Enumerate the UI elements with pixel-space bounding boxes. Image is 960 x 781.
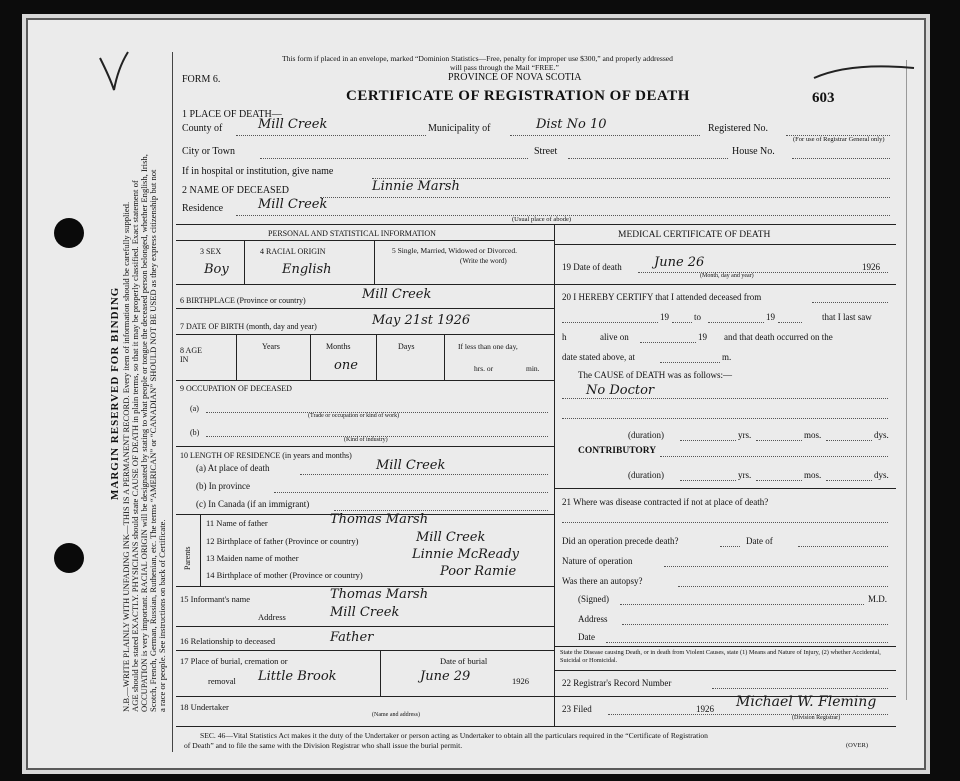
yrs-1: yrs. [738, 430, 752, 440]
cause-line-1 [562, 398, 888, 399]
less-than-day: If less than one day, [458, 342, 518, 351]
hrs-label: hrs. or [474, 364, 494, 373]
q21-line [562, 522, 888, 523]
date-of-label: Date of [746, 536, 773, 546]
medical-rule-3 [554, 646, 896, 647]
name-value: Linnie Marsh [372, 179, 460, 194]
residence-a-line [300, 474, 548, 475]
informant-address-value: Mill Creek [330, 605, 400, 620]
margin-instruction-1: N.B.—WRITE PLAINLY WITH UNFADING INK—THIS IS A PERMANENT RECORD. Every item of information should be carefully supplied. [121, 201, 131, 712]
occupation-b-note: (Kind of industry) [344, 437, 388, 443]
residence-b-label: (b) In province [196, 481, 250, 491]
duration-1: (duration) [628, 430, 664, 440]
residence-a-label: (a) At place of death [196, 463, 270, 473]
certificate-number: 603 [812, 90, 835, 106]
mother-value: Linnie McReady [412, 547, 520, 562]
mother-birthplace-label: 14 Birthplace of mother (Province or country) [206, 570, 363, 580]
punch-hole-top [54, 218, 84, 248]
autopsy-label: Was there an autopsy? [562, 576, 643, 586]
date-stated: date stated above, at [562, 352, 635, 362]
years-label: Years [262, 342, 280, 351]
occupation-a: (a) [190, 404, 199, 413]
table-bottom-rule [176, 726, 896, 727]
municipality-value: Dist No 10 [536, 117, 607, 132]
parents-divider [200, 514, 201, 586]
age-div-2 [310, 334, 311, 380]
mos-2: mos. [804, 470, 822, 480]
parents-label: Parents [183, 546, 192, 570]
city-line [260, 158, 528, 159]
autopsy-line [678, 586, 888, 587]
relationship-value: Father [330, 630, 374, 645]
burial-label: 17 Place of burial, cremation or [180, 656, 288, 666]
burial-removal-label: removal [208, 676, 236, 686]
violent-note: State the Disease causing Death, or in death from Violent Causes, state (1) Means and Nature of Injury, (2) whether Accidental, Suicidal or Homicidal. [560, 649, 881, 664]
months-value: one [334, 358, 358, 373]
certify-line [812, 302, 888, 303]
sex-value: Boy [204, 262, 229, 277]
death-date-year: 1926 [862, 262, 880, 272]
municipality-label: Municipality of [428, 123, 491, 134]
alive-year: 19 [698, 332, 707, 342]
cause-line-2 [562, 418, 888, 419]
burial-year: 1926 [512, 676, 529, 686]
pencil-stroke-right [810, 56, 920, 86]
sex-label: 3 SEX [200, 247, 222, 256]
duration-2-mos-line [756, 480, 802, 481]
table-top-rule [176, 224, 896, 225]
dys-2: dys. [874, 470, 889, 480]
marital-label: 5 Single, Married, Widowed or Divorced. [392, 246, 517, 255]
to-year: 19 [766, 312, 775, 322]
race-divider [374, 240, 375, 284]
age-div-3 [376, 334, 377, 380]
marital-note: (Write the word) [460, 257, 507, 265]
footer-line-2: of Death” and to file the same with the Division Registrar who shall issue the burial permit. [184, 741, 463, 750]
form-left-rule [172, 52, 173, 752]
from-year: 19 [660, 312, 669, 322]
dys-1: dys. [874, 430, 889, 440]
alive-line [640, 342, 696, 343]
dob-value: May 21st 1926 [372, 313, 471, 328]
race-value: English [282, 262, 332, 277]
registered-label: Registered No. [708, 123, 768, 134]
to-year-line [778, 322, 802, 323]
county-label: County of [182, 123, 223, 134]
nature-line [664, 566, 888, 567]
row-rule-9 [176, 650, 554, 651]
m-label: m. [722, 352, 732, 362]
nature-label: Nature of operation [562, 556, 633, 566]
days-label: Days [398, 342, 415, 351]
header-notice-2: will pass through the Mail “FREE.” [450, 63, 559, 72]
from-line [562, 322, 658, 323]
operation-label: Did an operation precede death? [562, 536, 679, 546]
date-of-line [798, 546, 888, 547]
undertaker-note: (Name and address) [372, 712, 420, 718]
residence-length-label: 10 LENGTH OF RESIDENCE (in years and months) [180, 451, 352, 460]
burial-value: Little Brook [258, 669, 337, 684]
father-value: Thomas Marsh [330, 512, 429, 527]
age-label: 8 AGE IN [180, 346, 202, 364]
med-address-label: Address [578, 614, 608, 624]
signed-label: (Signed) [578, 594, 609, 604]
birthplace-label: 6 BIRTHPLACE (Province or country) [180, 296, 306, 305]
father-birthplace-label: 12 Birthplace of father (Province or country) [206, 536, 359, 546]
operation-line [720, 546, 740, 547]
table-mid-rule [554, 224, 555, 726]
age-div-1 [236, 334, 237, 380]
mos-1: mos. [804, 430, 822, 440]
form-number: FORM 6. [182, 74, 221, 85]
medical-header: MEDICAL CERTIFICATE OF DEATH [618, 230, 771, 240]
q23-line [608, 714, 888, 715]
alive-on: alive on [600, 332, 629, 342]
margin-reserved: MARGIN RESERVED FOR BINDING [109, 286, 121, 500]
hospital-label: If in hospital or institution, give name [182, 166, 334, 177]
municipality-line [510, 135, 700, 136]
from-year-line [672, 322, 692, 323]
residence-b-line [274, 492, 548, 493]
md-label: M.D. [868, 594, 888, 604]
race-label: 4 RACIAL ORIGIN [260, 247, 326, 256]
medical-rule-4 [554, 670, 896, 671]
q23-label: 23 Filed [562, 704, 592, 714]
mother-birthplace-value: Poor Ramie [440, 564, 517, 579]
row-rule-10 [176, 696, 554, 697]
undertaker-label: 18 Undertaker [180, 702, 229, 712]
q22-line [712, 688, 888, 689]
duration-1-yrs-line [680, 440, 736, 441]
occupation-label: 9 OCCUPATION OF DECEASED [180, 384, 292, 393]
filed-year: 1926 [696, 704, 714, 714]
death-date-label: 19 Date of death [562, 262, 622, 272]
filed-value: Michael W. Fleming [736, 694, 877, 710]
contributory-line [660, 456, 888, 457]
yrs-2: yrs. [738, 470, 752, 480]
form-right-rule [906, 60, 907, 700]
informant-value: Thomas Marsh [330, 587, 429, 602]
age-div-4 [444, 334, 445, 380]
margin-instruction-5: a race or people. See instructions on back of Certificate. [157, 519, 167, 712]
name-label: 2 NAME OF DECEASED [182, 185, 289, 196]
duration-2-dys-line [826, 480, 872, 481]
occupation-b: (b) [190, 428, 200, 437]
h-label: h [562, 332, 567, 342]
house-line [792, 158, 890, 159]
med-date-line [606, 642, 888, 643]
father-label: 11 Name of father [206, 518, 268, 528]
death-occurred: and that death occurred on the [724, 332, 833, 342]
medical-header-rule [554, 244, 896, 245]
margin-instruction-4: Scotch, French, German, Russian, Ruthenian, etc. The terms “AMERICAN” or “CANADIAN” SHOULD NOT BE USED as they express citizenship but not [148, 169, 158, 712]
relationship-label: 16 Relationship to deceased [180, 636, 276, 646]
duration-2: (duration) [628, 470, 664, 480]
min-label: min. [526, 364, 540, 373]
province: PROVINCE OF NOVA SCOTIA [448, 72, 582, 83]
occupation-a-note: (Trade or occupation or kind of work) [308, 413, 400, 419]
months-label: Months [326, 342, 351, 351]
residence-value: Mill Creek [258, 197, 328, 212]
med-date-label: Date [578, 632, 595, 642]
place-section: 1 PLACE OF DEATH— [182, 109, 282, 120]
county-line [236, 135, 426, 136]
residence-c-line [334, 510, 548, 511]
street-label: Street [534, 146, 558, 157]
death-date-value: June 26 [654, 255, 705, 270]
sex-divider [244, 240, 245, 284]
margin-instruction-3: OCCUPATION is very important. RACIAL ORIGIN will be designated by stating to what people or tongue the deceased person belonged, whether English, Irish, [139, 154, 149, 712]
certify-text: 20 I HEREBY CERTIFY that I attended deceased from [562, 292, 762, 302]
dob-label: 7 DATE OF BIRTH (month, day and year) [180, 322, 317, 331]
street-line [568, 158, 728, 159]
margin-instruction-2: AGE should be stated EXACTLY. PHYSICIANS should state CAUSE OF DEATH in plain terms, so that it may be properly classified. Exact statement of [130, 180, 140, 712]
father-birthplace-value: Mill Creek [416, 530, 486, 545]
cause-label: The CAUSE of DEATH was as follows:— [578, 370, 732, 380]
house-label: House No. [732, 146, 775, 157]
to-line [708, 322, 764, 323]
death-date-line [638, 272, 888, 273]
residence-c-label: (c) In Canada (if an immigrant) [196, 499, 310, 509]
personal-header-rule [176, 240, 554, 241]
med-address-line [622, 624, 888, 625]
row-rule-1 [176, 284, 554, 285]
duration-1-mos-line [756, 440, 802, 441]
contributory-label: CONTRIBUTORY [578, 446, 657, 456]
personal-header: PERSONAL AND STATISTICAL INFORMATION [268, 229, 436, 238]
header-notice-1: This form if placed in an envelope, marked “Dominion Statistics—Free, penalty for improper use $300,” and properly addressed [282, 54, 673, 63]
signed-line [620, 604, 864, 605]
check-mark-left [96, 48, 132, 94]
footer-over: (OVER) [846, 742, 869, 749]
duration-2-yrs-line [680, 480, 736, 481]
birthplace-value: Mill Creek [362, 287, 432, 302]
medical-rule-2 [554, 488, 896, 489]
city-label: City or Town [182, 146, 236, 157]
q21-label: 21 Where was disease contracted if not at place of death? [562, 497, 769, 507]
burial-divider [380, 650, 381, 696]
mother-label: 13 Maiden name of mother [206, 553, 299, 563]
page-title: CERTIFICATE OF REGISTRATION OF DEATH [346, 88, 690, 104]
row-rule-4 [176, 380, 554, 381]
footer-line-1: SEC. 46—Vital Statistics Act makes it the duty of the Undertaker or person acting as Undertaker to obtain all the particulars required in the “Certificate of Registration [200, 731, 708, 740]
cause-value: No Doctor [586, 383, 655, 398]
medical-rule-1 [554, 284, 896, 285]
residence-a-value: Mill Creek [376, 458, 446, 473]
abode-note: (Usual place of abode) [512, 216, 572, 223]
row-rule-8 [176, 626, 554, 627]
informant-label: 15 Informant's name [180, 594, 250, 604]
division-note: (Division Registrar) [792, 715, 841, 721]
last-saw: that I last saw [822, 312, 872, 322]
to-label: to [694, 312, 702, 322]
name-line [320, 197, 890, 198]
q22-label: 22 Registrar's Record Number [562, 678, 672, 688]
row-rule-3 [176, 334, 554, 335]
punch-hole-bottom [54, 543, 84, 573]
county-value: Mill Creek [258, 117, 328, 132]
row-rule-5 [176, 446, 554, 447]
duration-1-dys-line [826, 440, 872, 441]
death-date-note: (Month, day and year) [700, 273, 754, 279]
registrar-note: (For use of Registrar General only) [793, 136, 885, 143]
date-stated-line [660, 362, 720, 363]
burial-date-value: June 29 [420, 669, 471, 684]
residence-label: Residence [182, 203, 224, 214]
informant-address-label: Address [258, 612, 286, 622]
burial-date-label: Date of burial [440, 656, 488, 666]
row-rule-2 [176, 308, 554, 309]
